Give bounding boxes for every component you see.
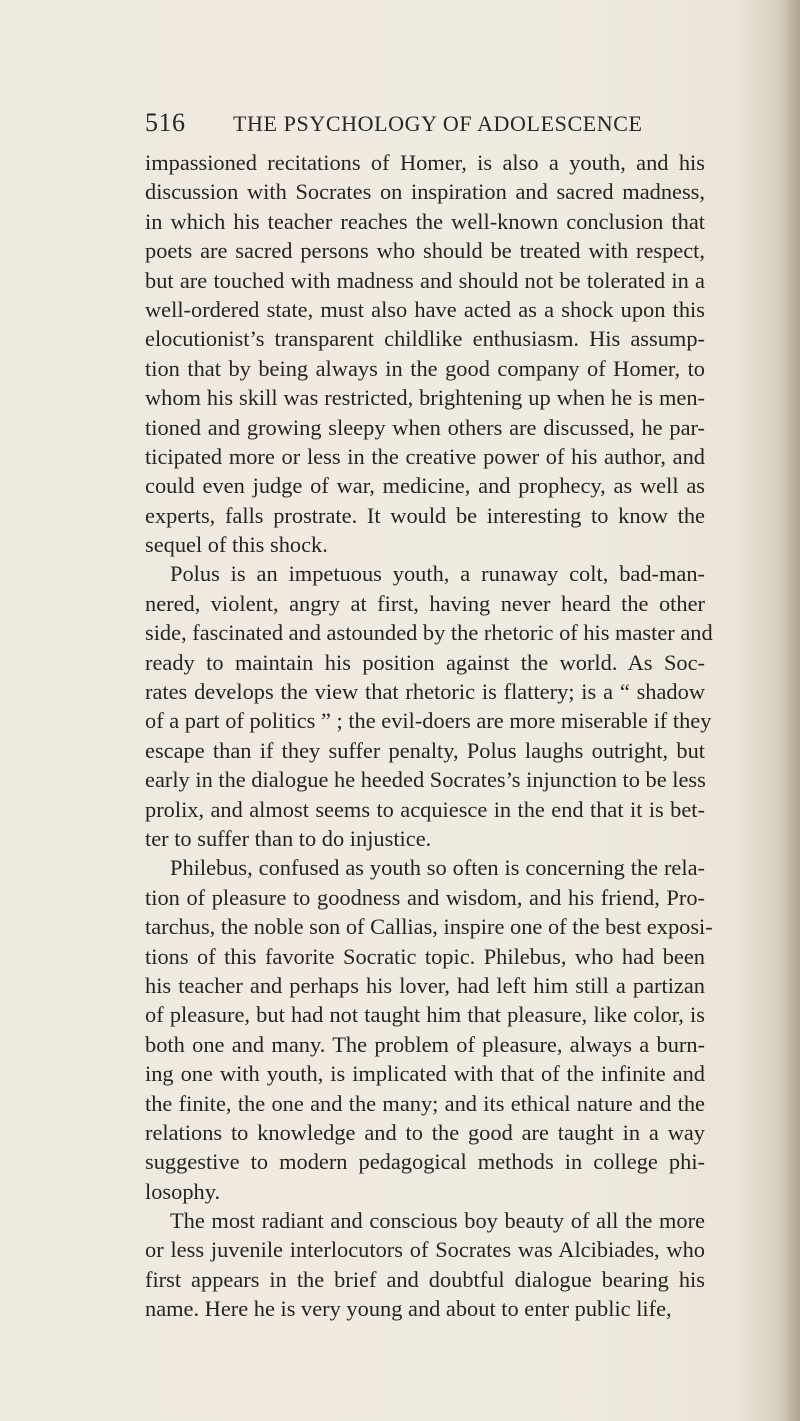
text-line: side, fascinated and astounded by the rhetoric of his master and: [145, 620, 713, 646]
text-line: early in the dialogue he heeded Socrates’s injunction to be less: [145, 767, 706, 793]
text-line: the finite, the one and the many; and its ethical nature and the: [145, 1090, 705, 1116]
text-line: rates develops the view that rhetoric is flattery; is a “ shadow: [145, 679, 705, 705]
text-line: suggestive to modern pedagogical methods in college phi-: [145, 1149, 705, 1175]
text-line: Philebus, confused as youth so often is concerning the rela-: [170, 855, 705, 881]
text-line: sequel of this shock.: [145, 532, 328, 558]
text-line: of a part of politics ” ; the evil-doers are more miserable if they: [145, 708, 712, 734]
text-line: The most radiant and conscious boy beauty of all the more: [170, 1208, 705, 1234]
text-line: whom his skill was restricted, brightening up when he is men-: [145, 385, 705, 411]
text-line: prolix, and almost seems to acquiesce in the end that it is bet-: [145, 796, 705, 822]
text-line: nered, violent, angry at first, having never heard the other: [145, 590, 705, 616]
text-line: ready to maintain his position against the world. As Soc-: [145, 649, 705, 675]
text-line: but are touched with madness and should not be tolerated in a: [145, 267, 705, 293]
text-line: both one and many. The problem of pleasure, always a burn-: [145, 1031, 705, 1057]
text-line: tion of pleasure to goodness and wisdom, and his friend, Pro-: [145, 884, 705, 910]
text-line: discussion with Socrates on inspiration and sacred madness,: [145, 179, 705, 205]
text-line: name. Here he is very young and about to enter public life,: [145, 1296, 672, 1322]
text-line: losophy.: [145, 1178, 221, 1204]
text-line: escape than if they suffer penalty, Polus laughs outright, but: [145, 737, 705, 763]
text-line: experts, falls prostrate. It would be interesting to know the: [145, 502, 705, 528]
text-line: tions of this favorite Socratic topic. Philebus, who had been: [145, 943, 705, 969]
text-line: poets are sacred persons who should be treated with respect,: [145, 238, 705, 264]
text-line: well-ordered state, must also have acted as a shock upon this: [145, 296, 705, 322]
text-line: of pleasure, but had not taught him that pleasure, like color, is: [145, 1002, 705, 1028]
text-line: tion that by being always in the good company of Homer, to: [145, 355, 705, 381]
text-line: could even judge of war, medicine, and prophecy, as well as: [145, 473, 705, 499]
text-line: tioned and growing sleepy when others are discussed, he par-: [145, 414, 705, 440]
paragraph: [145, 1206, 705, 1324]
text-line: first appears in the brief and doubtful dialogue bearing his: [145, 1266, 705, 1292]
text-line: tarchus, the noble son of Callias, inspire one of the best exposi-: [145, 914, 713, 940]
page-number: 516: [145, 108, 186, 137]
page-edge-shadow: [786, 0, 800, 1421]
text-line: Polus is an impetuous youth, a runaway colt, bad-man-: [170, 561, 705, 587]
text-line: or less juvenile interlocutors of Socrates was Alcibiades, who: [145, 1237, 705, 1263]
page-header: [145, 108, 705, 142]
text-line: in which his teacher reaches the well-known conclusion that: [145, 208, 705, 234]
text-line: his teacher and perhaps his lover, had left him still a partizan: [145, 972, 705, 998]
body-text: [145, 148, 713, 1324]
running-title: THE PSYCHOLOGY OF ADOLESCENCE: [233, 111, 643, 136]
text-line: elocutionist’s transparent childlike enthusiasm. His assump-: [145, 326, 705, 352]
text-line: ticipated more or less in the creative power of his author, and: [145, 443, 705, 469]
text-line: ing one with youth, is implicated with that of the infinite and: [145, 1061, 705, 1087]
paragraph: [145, 148, 705, 559]
text-line: impassioned recitations of Homer, is also a youth, and his: [145, 150, 705, 175]
text-line: ter to suffer than to do injustice.: [145, 825, 432, 851]
paragraph: [145, 559, 713, 853]
text-line: relations to knowledge and to the good are taught in a way: [145, 1119, 705, 1145]
paragraph: [145, 853, 713, 1206]
